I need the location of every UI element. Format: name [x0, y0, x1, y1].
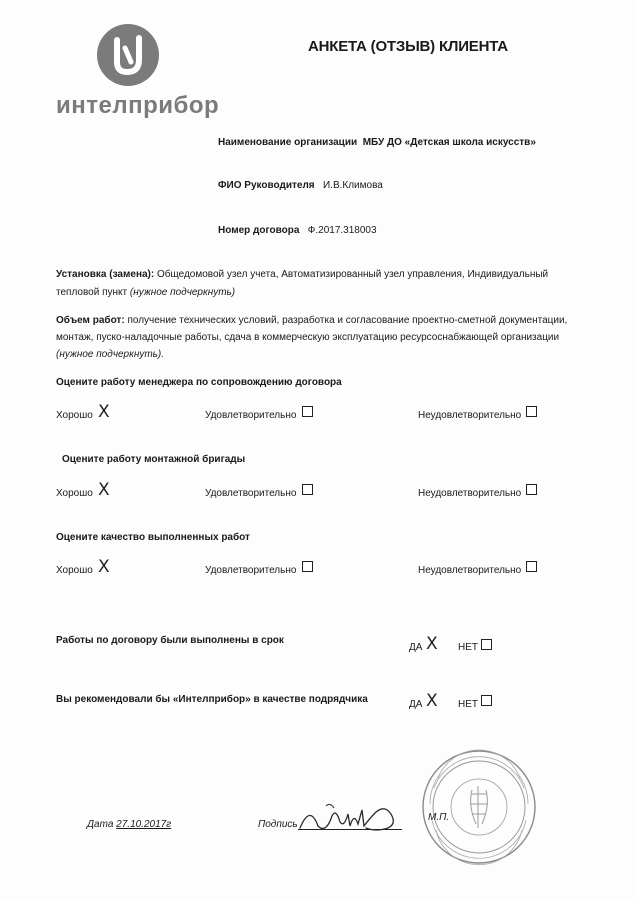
q2-option-ok-label: Удовлетворительно	[205, 488, 297, 499]
q4-yes-mark[interactable]: X	[426, 634, 438, 654]
q5-yes-mark[interactable]: X	[426, 691, 438, 711]
question-manager: Оцените работу менеджера по сопровождению договора	[56, 377, 342, 388]
stamp-label: М.П.	[428, 812, 450, 823]
page-title: АНКЕТА (ОТЗЫВ) КЛИЕНТА	[308, 38, 508, 55]
q2-option-bad-label: Неудовлетворительно	[418, 488, 522, 499]
q1-option-bad-label: Неудовлетворительно	[418, 410, 522, 421]
signature-scribble	[296, 798, 406, 838]
installation-line1	[56, 269, 548, 280]
q5-no-checkbox[interactable]	[481, 695, 492, 706]
q2-option-good-mark[interactable]: X	[98, 480, 110, 500]
q1-option-good-mark[interactable]: X	[98, 402, 110, 422]
q4-yes-label: ДА	[409, 642, 423, 653]
director-label: ФИО Руководителя	[218, 180, 315, 191]
contract-row	[218, 225, 377, 236]
installation-line2	[56, 287, 235, 298]
q1-option-good-label: Хорошо	[56, 410, 93, 421]
works-line2	[56, 332, 559, 343]
signature-label: Подпись	[258, 819, 298, 830]
q3-option-good-label: Хорошо	[56, 565, 93, 576]
q1-option-ok-checkbox[interactable]	[302, 406, 313, 417]
works-note: (нужное подчеркнуть).	[56, 349, 165, 360]
installation-text1: Общедомовой узел учета, Автоматизированный узел управления, Индивидуальный	[156, 269, 549, 280]
q1-option-bad-checkbox[interactable]	[526, 406, 537, 417]
q3-option-bad-label: Неудовлетворительно	[418, 565, 522, 576]
q2-option-good-label: Хорошо	[56, 488, 93, 499]
question-quality: Оцените качество выполненных работ	[56, 532, 250, 543]
stamp-seal-icon	[420, 748, 538, 866]
director-value: И.В.Климова	[322, 180, 383, 191]
org-label: Наименование организации	[218, 137, 358, 148]
works-text2: монтаж, пуско-наладочные работы, сдача в коммерческую эксплуатацию ресурсоснабжающей организации	[56, 332, 560, 343]
q1-option-ok-label: Удовлетворительно	[205, 410, 297, 421]
q2-option-bad-checkbox[interactable]	[526, 484, 537, 495]
q2-option-ok-checkbox[interactable]	[302, 484, 313, 495]
org-row	[218, 137, 536, 148]
director-row	[218, 180, 383, 191]
org-value: МБУ ДО «Детская школа искусств»	[362, 137, 536, 148]
date-row	[87, 819, 171, 830]
q3-option-ok-label: Удовлетворительно	[205, 565, 297, 576]
installation-note: (нужное подчеркнуть)	[129, 287, 236, 298]
question-recommend: Вы рекомендовали бы «Интелприбор» в качестве подрядчика	[56, 694, 368, 705]
q3-option-ok-checkbox[interactable]	[302, 561, 313, 572]
date-label: Дата	[87, 819, 114, 830]
installation-text2: тепловой пункт	[56, 287, 128, 298]
q3-option-bad-checkbox[interactable]	[526, 561, 537, 572]
installation-label: Установка (замена):	[56, 269, 155, 280]
q4-no-label: НЕТ	[458, 642, 478, 653]
contract-label: Номер договора	[218, 225, 300, 236]
logo-emblem-icon	[95, 22, 161, 88]
works-line1	[56, 315, 567, 326]
contract-value: Ф.2017.318003	[307, 225, 377, 236]
logo-text: интелприбор	[56, 92, 220, 119]
date-value: 27.10.2017г	[116, 819, 172, 830]
q4-no-checkbox[interactable]	[481, 639, 492, 650]
works-text1: получение технических условий, разработка и согласование проектно-сметной документации,	[127, 315, 568, 326]
q5-yes-label: ДА	[409, 699, 423, 710]
question-on-time: Работы по договору были выполнены в срок	[56, 635, 284, 646]
q5-no-label: НЕТ	[458, 699, 478, 710]
question-brigade: Оцените работу монтажной бригады	[62, 454, 246, 465]
works-label: Объем работ:	[56, 315, 125, 326]
q3-option-good-mark[interactable]: X	[98, 557, 110, 577]
